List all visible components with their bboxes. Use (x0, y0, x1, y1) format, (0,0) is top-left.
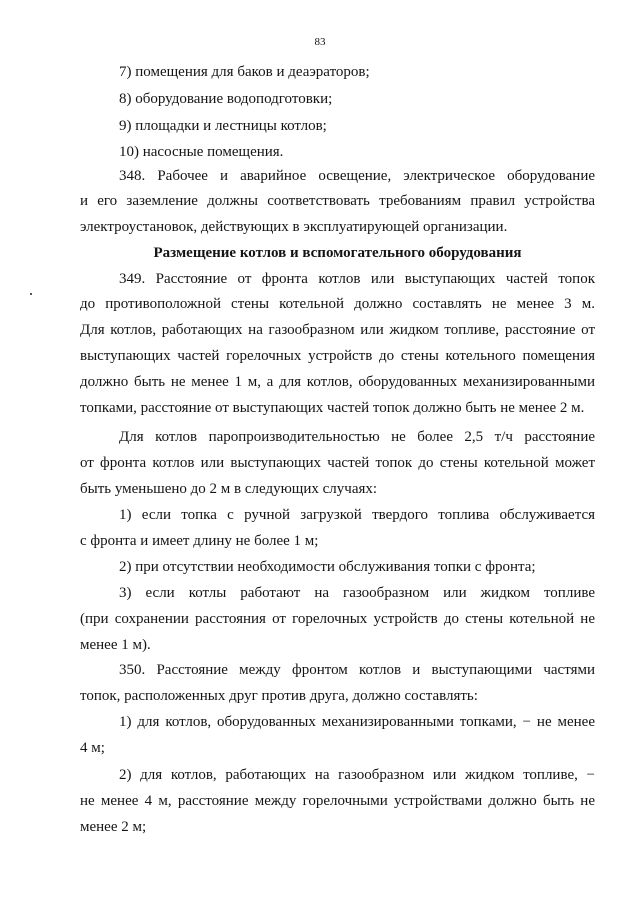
list-item: 8) оборудование водоподготовки; (119, 91, 333, 107)
paragraph-line: Для котлов, работающих на газообразном или жидком топливе, расстояние от (80, 322, 595, 338)
list-item: 1) для котлов, оборудованных механизированными топками, − не менее (119, 714, 595, 730)
paragraph-line: выступающих частей горелочных устройств до стены котельного помещения (80, 348, 595, 364)
list-item: 2) при отсутствии необходимости обслуживания топки с фронта; (119, 559, 536, 575)
paragraph-line: быть уменьшено до 2 м в следующих случаях: (80, 481, 378, 497)
paragraph-line: Для котлов паропроизводительностью не более 2,5 т/ч расстояние (119, 429, 595, 445)
paragraph-line: 350. Расстояние между фронтом котлов и выступающими частями (119, 662, 595, 678)
paragraph-line: топок, расположенных друг против друга, должно составлять: (80, 688, 478, 704)
list-item: не менее 4 м, расстояние между горелочными устройствами должно быть не (80, 793, 595, 809)
scan-speck (30, 293, 32, 295)
paragraph-line: электроустановок, действующих в эксплуатирующей организации. (80, 219, 508, 235)
list-item: с фронта и имеет длину не более 1 м; (80, 533, 319, 549)
list-item: 9) площадки и лестницы котлов; (119, 118, 327, 134)
list-item: 4 м; (80, 740, 105, 756)
list-item: 3) если котлы работают на газообразном или жидком топливе (119, 585, 595, 601)
page-number: 83 (314, 36, 326, 48)
list-item: менее 1 м). (80, 637, 151, 653)
list-item: менее 2 м; (80, 819, 147, 835)
list-item: 2) для котлов, работающих на газообразном или жидком топливе, − (119, 767, 595, 783)
paragraph-line: и его заземление должны соответствовать требованиям правил устройства (80, 193, 595, 209)
list-item: 10) насосные помещения. (119, 144, 284, 160)
paragraph-line: топками, расстояние от выступающих частей топок должно быть не менее 2 м. (80, 400, 585, 416)
paragraph-line: от фронта котлов или выступающих частей топок до стены котельной может (80, 455, 595, 471)
paragraph-line: должно быть не менее 1 м, а для котлов, оборудованных механизированными (80, 374, 595, 390)
list-item: (при сохранении расстояния от горелочных устройств до стены котельной не (80, 611, 595, 627)
section-heading: Размещение котлов и вспомогательного оборудования (153, 245, 522, 261)
paragraph-line: 348. Рабочее и аварийное освещение, электрическое оборудование (119, 168, 595, 184)
paragraph-line: до противоположной стены котельной должно составлять не менее 3 м. (80, 296, 595, 312)
paragraph-line: 349. Расстояние от фронта котлов или выступающих частей топок (119, 271, 595, 287)
list-item: 1) если топка с ручной загрузкой твердого топлива обслуживается (119, 507, 595, 523)
list-item: 7) помещения для баков и деаэраторов; (119, 64, 370, 80)
